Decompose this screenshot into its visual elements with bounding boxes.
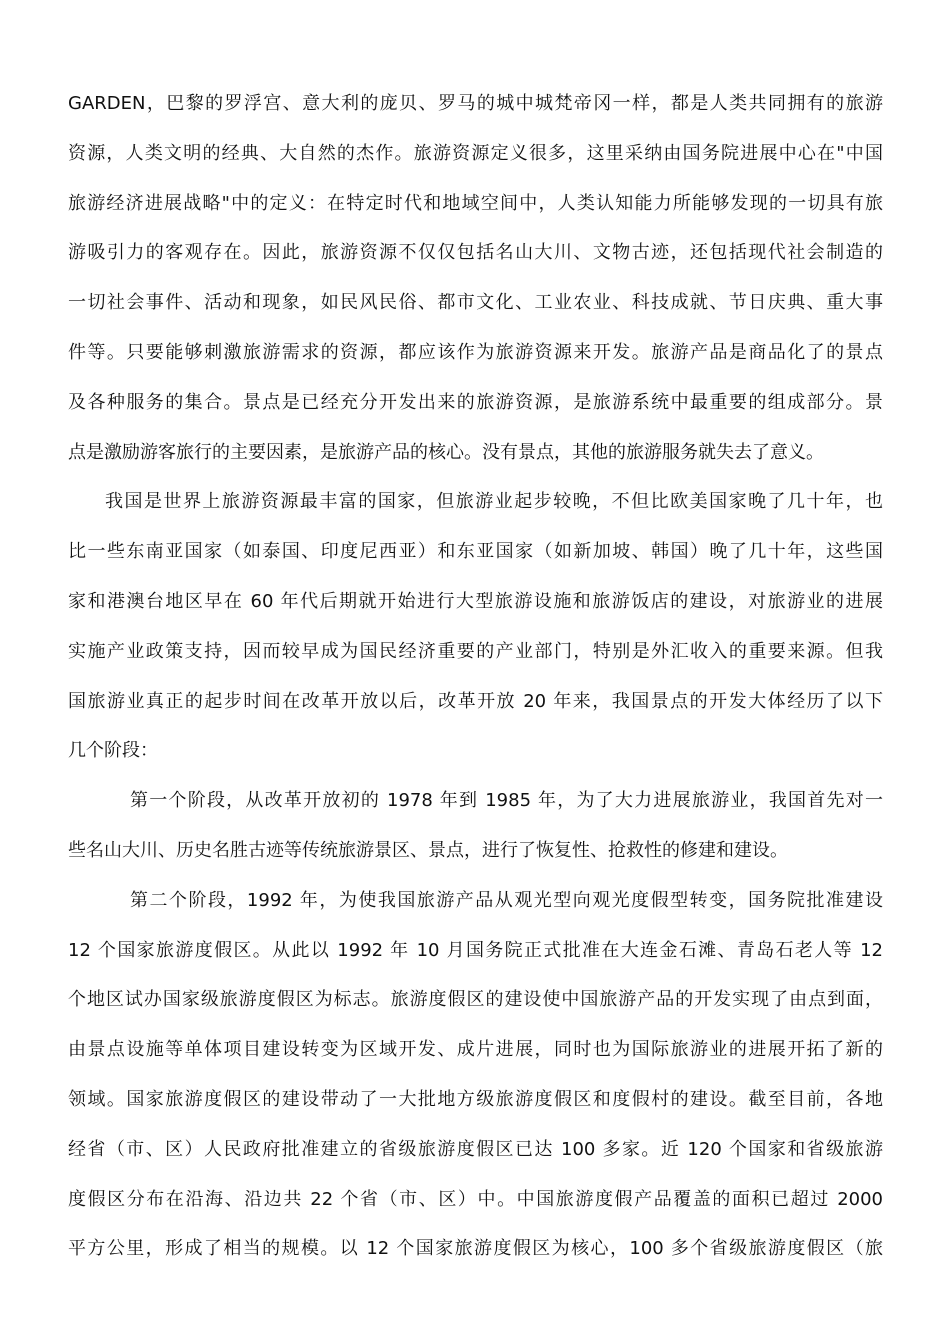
text-line: 游吸引力的客观存在。因此，旅游资源不仅仅包括名山大川、文物古迹，还包括现代社会制造的	[68, 242, 883, 264]
text-line: 及各种服务的集合。景点是已经充分开发出来的旅游资源，是旅游系统中最重要的组成部分。景	[68, 391, 883, 413]
paragraph-3	[68, 776, 883, 876]
text-line: GARDEN，巴黎的罗浮宫、意大利的庞贝、罗马的城中城梵帝冈一样，都是人类共同拥有的旅游	[68, 93, 883, 114]
text-line: 旅游经济进展战略"中的定义：在特定时代和地域空间中，人类认知能力所能够发现的一切具有旅	[68, 192, 883, 214]
paragraph-2	[68, 477, 883, 776]
text-line: 比一些东南亚国家（如泰国、印度尼西亚）和东亚国家（如新加坡、韩国）晚了几十年，这些国	[68, 541, 883, 563]
text-line: 由景点设施等单体项目建设转变为区域开发、成片进展，同时也为国际旅游业的进展开拓了新的	[68, 1039, 883, 1061]
text-line: 几个阶段：	[68, 740, 158, 762]
text-line: 点是激励游客旅行的主要因素，是旅游产品的核心。没有景点，其他的旅游服务就失去了意义。	[68, 441, 824, 463]
text-line: 经省（市、区）人民政府批准建立的省级旅游度假区已达 100 多家。近 120 个国家和省级旅游	[68, 1138, 883, 1160]
text-line: 我国是世界上旅游资源最丰富的国家，但旅游业起步较晚，不但比欧美国家晚了几十年，也	[105, 491, 883, 513]
text-line: 度假区分布在沿海、沿边共 22 个省（市、区）中。中国旅游度假产品覆盖的面积已超过 2000	[68, 1188, 883, 1210]
text-line: 实施产业政策支持，因而较早成为国民经济重要的产业部门，特别是外汇收入的重要来源。但我	[68, 640, 883, 662]
text-line: 个地区试办国家级旅游度假区为标志。旅游度假区的建设使中国旅游产品的开发实现了由点到面，	[68, 989, 883, 1011]
text-line: 些名山大川、历史名胜古迹等传统旅游景区、景点，进行了恢复性、抢救性的修建和建设。	[68, 839, 788, 861]
paragraph-4	[68, 876, 883, 1274]
text-line: 资源，人类文明的经典、大自然的杰作。旅游资源定义很多，这里采纳由国务院进展中心在"中国	[68, 142, 883, 164]
text-line: 第二个阶段，1992 年，为使我国旅游产品从观光型向观光度假型转变，国务院批准建设	[130, 889, 883, 911]
document-page	[68, 79, 883, 1274]
text-line: 第一个阶段，从改革开放初的 1978 年到 1985 年，为了大力进展旅游业，我国首先对一	[130, 790, 883, 812]
paragraph-1	[68, 79, 883, 477]
text-line: 领域。国家旅游度假区的建设带动了一大批地方级旅游度假区和度假村的建设。截至目前，各地	[68, 1088, 883, 1110]
text-line: 国旅游业真正的起步时间在改革开放以后，改革开放 20 年来，我国景点的开发大体经历了以下	[68, 690, 883, 712]
text-line: 件等。只要能够刺激旅游需求的资源，都应该作为旅游资源来开发。旅游产品是商品化了的景点	[68, 341, 883, 363]
text-line: 平方公里，形成了相当的规模。以 12 个国家旅游度假区为核心，100 多个省级旅游度假区（旅	[68, 1238, 883, 1260]
text-line: 12 个国家旅游度假区。从此以 1992 年 10 月国务院正式批准在大连金石滩、青岛石老人等 12	[68, 939, 883, 961]
text-line: 一切社会事件、活动和现象，如民风民俗、都市文化、工业农业、科技成就、节日庆典、重大事	[68, 292, 883, 314]
text-line: 家和港澳台地区早在 60 年代后期就开始进行大型旅游设施和旅游饭店的建设，对旅游业的进展	[68, 590, 883, 612]
